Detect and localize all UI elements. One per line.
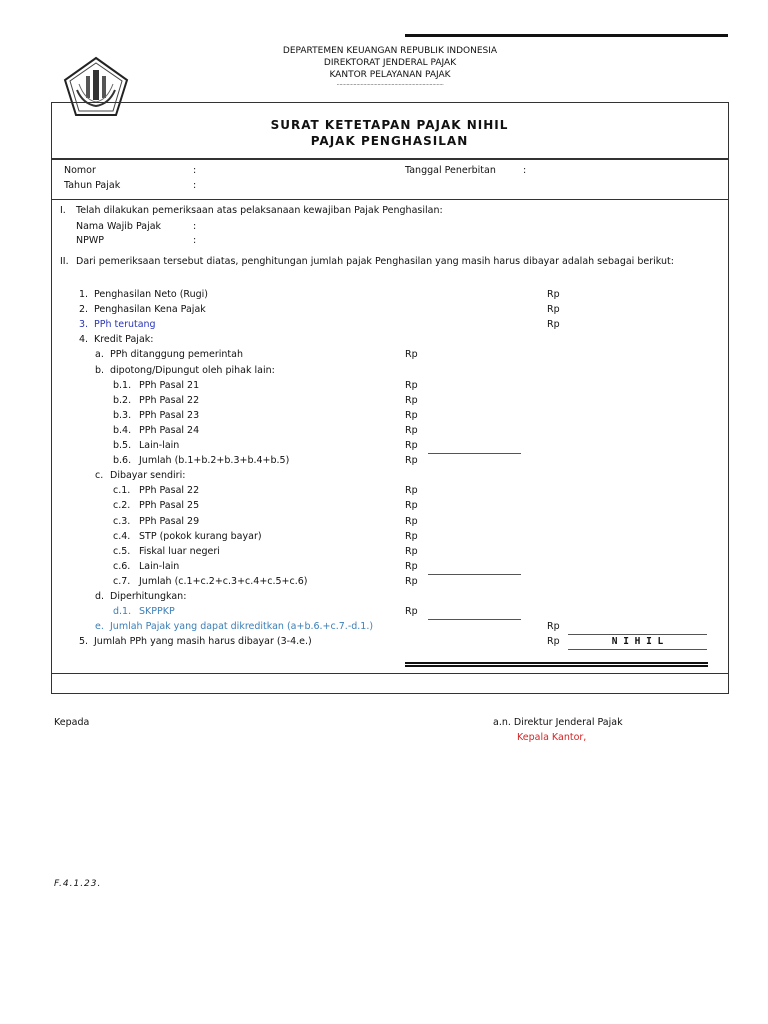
currency-label: Rp <box>547 289 560 300</box>
amount-underline <box>568 649 707 650</box>
section-1-number: I. <box>60 205 66 216</box>
form-title: SURAT KETETAPAN PAJAK NIHIL <box>270 118 509 132</box>
item-number: c.1. <box>113 485 131 497</box>
item-label: PPh Pasal 29 <box>139 515 200 527</box>
nama-wajib-pajak-label: Nama Wajib Pajak <box>76 221 162 232</box>
nomor-label: Nomor <box>64 165 96 176</box>
divider <box>51 158 728 160</box>
item-number: b. <box>95 364 105 376</box>
item-label: Jumlah Pajak yang dapat dikreditkan (a+b.6.+c.7.-d.1.) <box>110 621 374 633</box>
item-number: b.2. <box>113 394 132 406</box>
item-label: dipotong/Dipungut oleh pihak lain: <box>110 364 275 376</box>
item-number: 4. <box>79 334 89 346</box>
item-label: Penghasilan Neto (Rugi) <box>94 289 209 300</box>
item-label: Diperhitungkan: <box>110 591 187 602</box>
form-subtitle: PAJAK PENGHASILAN <box>310 134 469 148</box>
currency-label: Rp <box>405 394 418 406</box>
tahun-pajak-label: Tahun Pajak <box>64 180 121 191</box>
item-number: c.5. <box>113 545 131 557</box>
currency-label: Rp <box>405 455 418 467</box>
item-label: Penghasilan Kena Pajak <box>94 304 206 316</box>
item-number: 2. <box>79 304 89 316</box>
amount-value: N I H I L <box>611 636 664 648</box>
nomor-colon: : <box>193 165 197 176</box>
divider <box>51 673 728 674</box>
divider <box>51 199 728 200</box>
currency-label: Rp <box>405 409 418 421</box>
header-office: KANTOR PELAYANAN PAJAK <box>329 70 451 80</box>
currency-label: Rp <box>405 530 418 542</box>
item-number: c. <box>95 470 104 482</box>
item-number: e. <box>95 621 104 633</box>
header-directorate: DIREKTORAT JENDERAL PAJAK <box>323 58 457 68</box>
signatory-title: a.n. Direktur Jenderal Pajak <box>493 717 623 728</box>
item-number: c.2. <box>113 500 131 512</box>
amount-underline <box>568 634 707 635</box>
kepada-label: Kepada <box>54 717 90 728</box>
currency-label: Rp <box>405 500 418 512</box>
nama-wajib-pajak-colon: : <box>193 221 197 232</box>
item-label: PPh Pasal 22 <box>139 485 200 497</box>
currency-label: Rp <box>405 515 418 527</box>
signatory-position: Kepala Kantor, <box>517 732 587 743</box>
item-number: a. <box>95 349 104 361</box>
item-label: Dibayar sendiri: <box>110 470 186 482</box>
section-2-number: II. <box>60 256 69 267</box>
section-2-text: Dari pemeriksaan tersebut diatas, penghitungan jumlah pajak Penghasilan yang masih harus dibayar adalah sebagai berikut: <box>76 256 674 267</box>
item-label: Jumlah PPh yang masih harus dibayar (3-4.e.) <box>94 636 312 648</box>
amount-underline <box>428 574 521 575</box>
currency-label: Rp <box>405 424 418 436</box>
tanggal-penerbitan-label: Tanggal Penerbitan <box>405 165 496 176</box>
double-rule <box>405 665 708 667</box>
npwp-colon: : <box>193 235 197 246</box>
section-1-text: Telah dilakukan pemeriksaan atas pelaksanaan kewajiban Pajak Penghasilan: <box>76 205 443 216</box>
currency-label: Rp <box>405 575 418 587</box>
currency-label: Rp <box>547 304 560 316</box>
item-label: PPh Pasal 25 <box>139 500 200 512</box>
currency-label: Rp <box>405 560 418 572</box>
currency-label: Rp <box>405 606 418 618</box>
item-number: b.6. <box>113 455 132 467</box>
item-label: STP (pokok kurang bayar) <box>139 530 262 542</box>
item-number: c.7. <box>113 575 131 587</box>
top-rule <box>405 34 728 37</box>
item-label: SKPPKP <box>139 606 175 618</box>
header-ministry: DEPARTEMEN KEUANGAN REPUBLIK INDONESIA <box>282 46 498 56</box>
item-label: Lain-lain <box>139 440 180 451</box>
item-number: 3. <box>79 319 89 331</box>
item-number: c.3. <box>113 515 131 527</box>
amount-underline <box>428 453 521 454</box>
item-label: PPh terutang <box>94 319 156 331</box>
item-number: c.4. <box>113 530 131 542</box>
item-number: b.3. <box>113 409 132 421</box>
item-label: PPh Pasal 22 <box>139 394 200 406</box>
item-label: PPh ditanggung pemerintah <box>110 349 243 361</box>
item-label: Jumlah (c.1+c.2+c.3+c.4+c.5+c.6) <box>139 575 308 587</box>
item-number: d.1. <box>113 606 132 618</box>
item-label: Jumlah (b.1+b.2+b.3+b.4+b.5) <box>139 455 290 467</box>
header-office-dots: ............................................................................ <box>336 80 444 87</box>
item-label: PPh Pasal 21 <box>139 379 200 391</box>
item-label: PPh Pasal 23 <box>139 409 200 421</box>
double-rule <box>405 662 708 664</box>
item-number: 1. <box>79 289 89 300</box>
item-number: d. <box>95 591 105 602</box>
currency-label: Rp <box>547 319 560 331</box>
tanggal-penerbitan-colon: : <box>523 165 527 176</box>
currency-label: Rp <box>405 349 418 361</box>
currency-label: Rp <box>547 636 560 648</box>
amount-underline <box>428 619 521 620</box>
currency-label: Rp <box>405 379 418 391</box>
form-code: F.4.1.23. <box>54 879 102 889</box>
currency-label: Rp <box>405 545 418 557</box>
currency-label: Rp <box>405 485 418 497</box>
currency-label: Rp <box>547 621 560 633</box>
item-label: Lain-lain <box>139 560 180 572</box>
item-number: c.6. <box>113 560 131 572</box>
item-label: Kredit Pajak: <box>94 334 154 346</box>
item-number: b.5. <box>113 440 132 451</box>
item-number: b.1. <box>113 379 132 391</box>
item-label: PPh Pasal 24 <box>139 424 200 436</box>
currency-label: Rp <box>405 440 418 451</box>
item-number: 5. <box>79 636 89 648</box>
item-label: Fiskal luar negeri <box>139 545 220 557</box>
npwp-label: NPWP <box>76 235 104 246</box>
tahun-pajak-colon: : <box>193 180 197 191</box>
item-number: b.4. <box>113 424 132 436</box>
